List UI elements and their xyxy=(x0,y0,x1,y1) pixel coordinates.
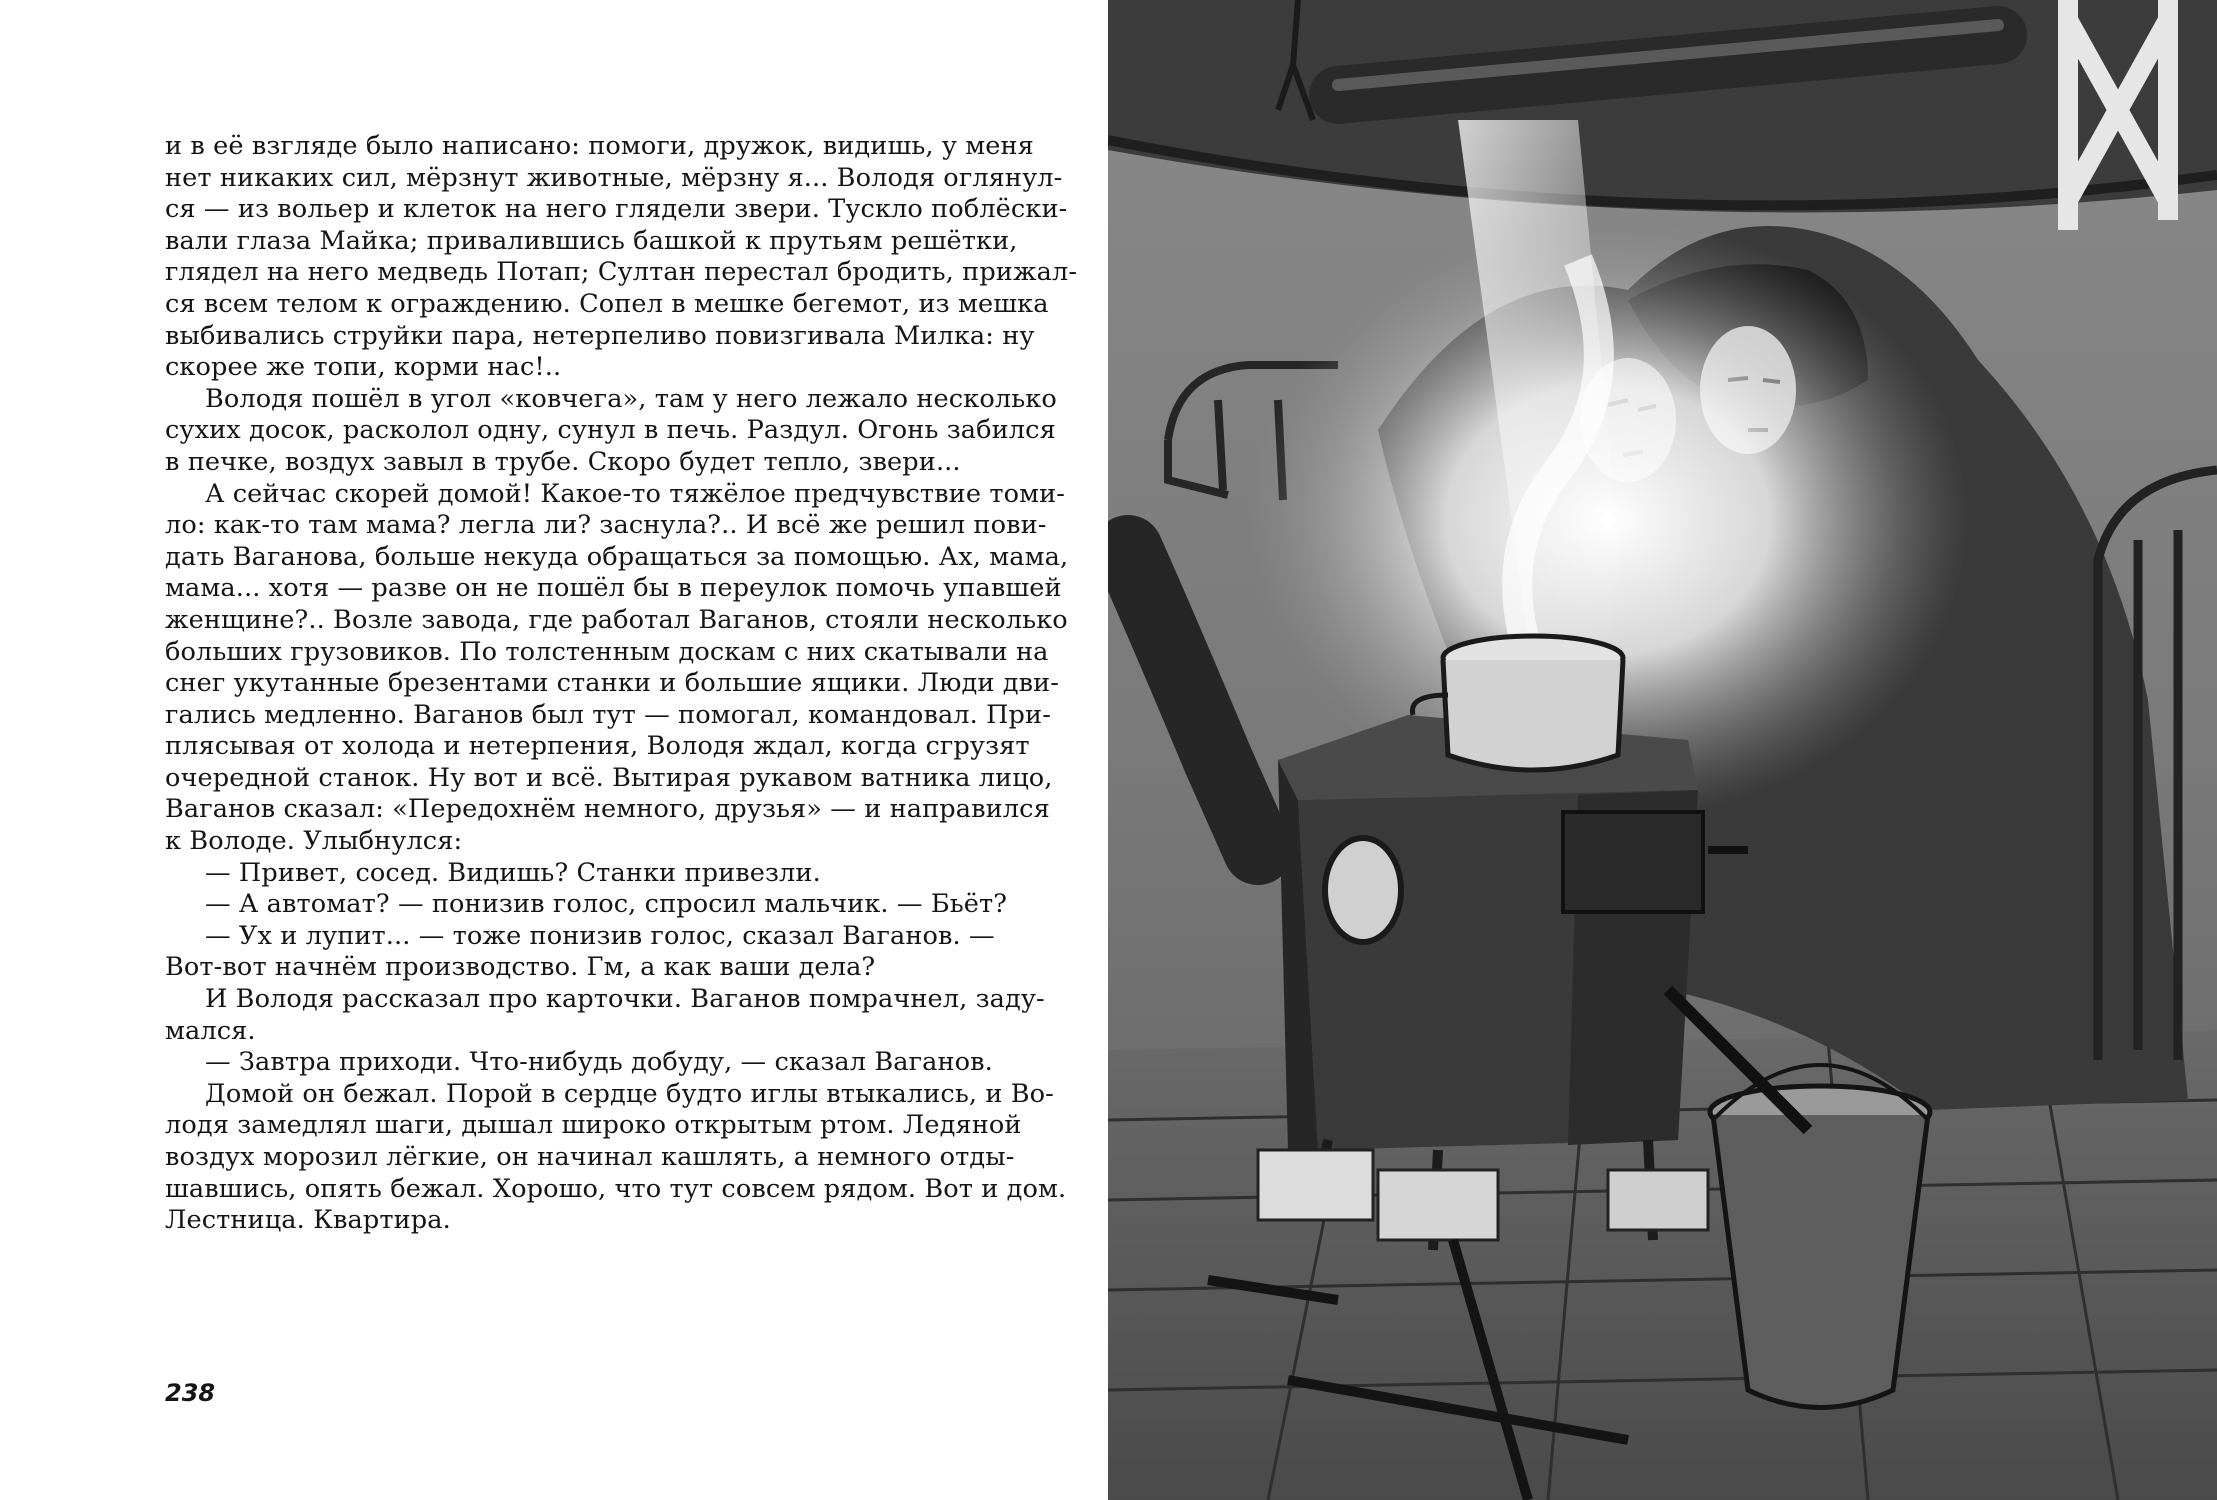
left-page xyxy=(0,0,1108,1500)
text-line: Лестница. Квартира. xyxy=(165,1205,451,1236)
text-line: женщине?.. Возле завода, где работал Ваганов, стояли несколько xyxy=(165,604,1068,635)
text-line: и в её взгляде было написано: помоги, дружок, видишь, у меня xyxy=(165,131,1034,161)
text-line: И Володя рассказал про карточки. Ваганов помрачнел, заду- xyxy=(205,984,1045,1015)
text-line: дать Ваганова, больше некуда обращаться за помощью. Ах, мама, xyxy=(165,541,1069,572)
text-line: гались медленно. Ваганов был тут — помогал, командовал. При- xyxy=(165,699,1051,730)
text-line: лодя замедлял шаги, дышал широко открытым ртом. Ледяной xyxy=(165,1110,1022,1141)
text-line: вали глаза Майка; привалившись башкой к прутьям решётки, xyxy=(165,225,1018,256)
text-line: снег укутанные брезентами станки и большие ящики. Люди дви- xyxy=(165,668,1060,699)
stove-illustration xyxy=(1108,0,2217,1500)
text-line: шавшись, опять бежал. Хорошо, что тут совсем рядом. Вот и дом. xyxy=(165,1173,1067,1204)
text-line: сухих досок, расколол одну, сунул в печь. Раздул. Огонь забился xyxy=(165,415,1056,446)
text-line: мался. xyxy=(165,1015,256,1046)
text-line: ся — из вольер и клеток на него глядели звери. Тускло поблёски- xyxy=(165,194,1068,225)
text-line: Домой он бежал. Порой в сердце будто иглы втыкались, и Во- xyxy=(205,1078,1054,1109)
text-line: Ваганов сказал: «Передохнём немного, друзья» — и направился xyxy=(165,794,1050,825)
stove-door xyxy=(1563,812,1703,912)
text-line: больших грузовиков. По толстенным доскам с них скатывали на xyxy=(165,636,1049,667)
text-line: скорее же топи, корми нас!.. xyxy=(165,352,562,383)
text-line: нет никаких сил, мёрзнут животные, мёрзну я... Володя оглянул- xyxy=(165,162,1063,193)
text-line: очередной станок. Ну вот и всё. Вытирая рукавом ватника лицо, xyxy=(165,762,1053,793)
text-line: глядел на него медведь Потап; Султан перестал бродить, прижал- xyxy=(165,257,1078,288)
text-line: ся всем телом к ограждению. Сопел в мешке бегемот, из мешка xyxy=(165,288,1049,319)
stove-pipe-opening xyxy=(1325,838,1401,942)
text-line: Вот-вот начнём производство. Гм, а как ваши дела? xyxy=(165,952,876,983)
body-text xyxy=(165,131,1078,1237)
text-line: плясывая от холода и нетерпения, Володя ждал, когда сгрузят xyxy=(165,731,1030,762)
text-line: к Володе. Улыбнулся: xyxy=(165,826,463,857)
text-line: в печке, воздух завыл в трубе. Скоро будет тепло, звери... xyxy=(165,446,961,477)
text-line: мама... хотя — разве он не пошёл бы в переулок помочь упавшей xyxy=(165,573,1062,604)
text-line: — Привет, сосед. Видишь? Станки привезли. xyxy=(205,857,821,888)
text-line: — А автомат? — понизив голос, спросил мальчик. — Бьёт? xyxy=(205,889,1008,920)
text-line: — Завтра приходи. Что-нибудь добуду, — сказал Ваганов. xyxy=(205,1047,993,1078)
text-line: воздух морозил лёгкие, он начинал кашлять, а немного отды- xyxy=(165,1142,1015,1172)
illustration-page xyxy=(1108,0,2217,1500)
page-number: 238 xyxy=(165,1379,216,1407)
text-line: Володя пошёл в угол «ковчега», там у него лежало несколько xyxy=(205,383,1057,414)
text-line: выбивались струйки пара, нетерпеливо повизгивала Милка: ну xyxy=(165,320,1035,351)
text-line: — Ух и лупит... — тоже понизив голос, сказал Ваганов. — xyxy=(205,920,995,951)
text-line: А сейчас скорей домой! Какое-то тяжёлое предчувствие томи- xyxy=(205,478,1066,509)
text-line: ло: как-то там мама? легла ли? заснула?.. И всё же решил пови- xyxy=(165,510,1047,541)
